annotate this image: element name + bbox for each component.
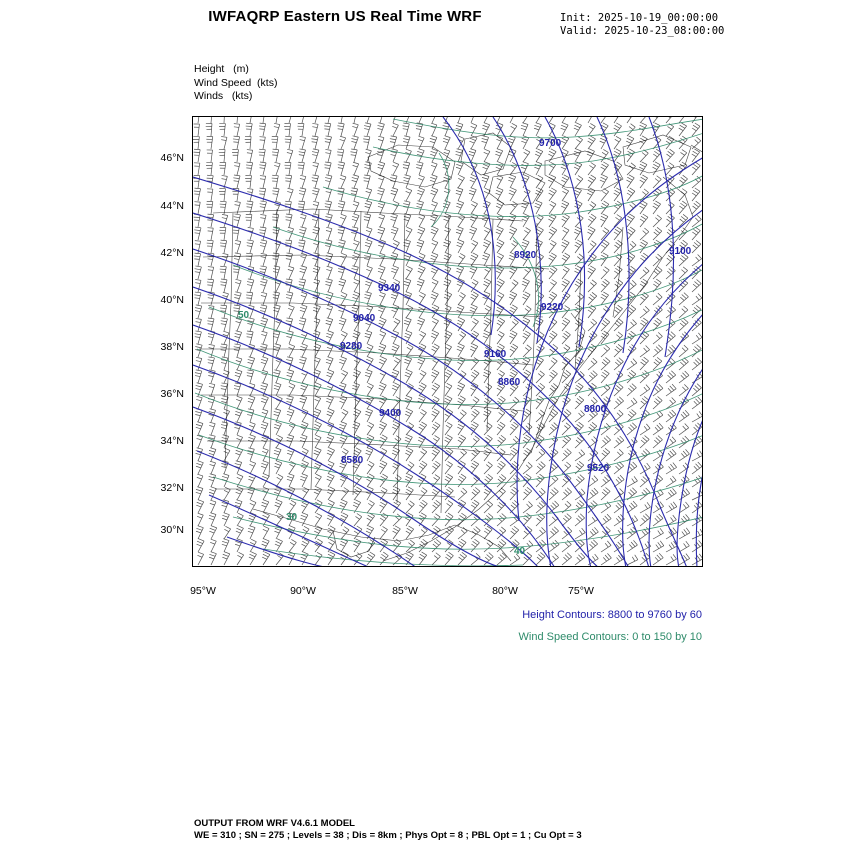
wind-label-40: 40: [514, 546, 526, 557]
variable-winds: Winds (kts): [194, 90, 253, 102]
height-label-9340: 9340: [378, 283, 401, 294]
height-label-9520: 9520: [587, 463, 610, 474]
lon-label-75W: 75°W: [568, 585, 594, 597]
model-output-info: [194, 818, 582, 842]
wind-label-30: 30: [286, 512, 298, 523]
init-time: Init: 2025-10-19_00:00:00: [560, 12, 719, 24]
height-contours-caption: Height Contours: 8800 to 9760 by 60: [522, 609, 702, 621]
lon-label-95W: 95°W: [190, 585, 216, 597]
height-label-9700: 9700: [539, 138, 562, 149]
variable-height: Height (m): [194, 63, 249, 75]
lat-label-42N: 42°N: [160, 247, 184, 259]
height-label-9220: 9220: [541, 302, 564, 313]
lon-label-80W: 80°W: [492, 585, 518, 597]
height-label-8860: 8860: [498, 377, 521, 388]
page-title: IWFAQRP Eastern US Real Time WRF: [208, 8, 482, 25]
lat-label-46N: 46°N: [160, 152, 184, 164]
wind-speed-contours: [195, 119, 703, 566]
lon-label-85W: 85°W: [392, 585, 418, 597]
map-canvas[interactable]: [192, 116, 703, 567]
lat-label-34N: 34°N: [160, 435, 184, 447]
height-label-9100: 9100: [669, 246, 692, 257]
map-graphics: [193, 117, 703, 567]
lat-label-36N: 36°N: [160, 388, 184, 400]
lat-label-30N: 30°N: [160, 524, 184, 536]
height-label-8920: 8920: [514, 250, 537, 261]
height-label-8800: 8800: [584, 404, 607, 415]
lat-label-40N: 40°N: [160, 294, 184, 306]
wind-barb-field: [193, 117, 703, 565]
lat-label-44N: 44°N: [160, 200, 184, 212]
height-label-9400: 9400: [379, 408, 402, 419]
wind-contours-caption: Wind Speed Contours: 0 to 150 by 10: [518, 631, 702, 643]
height-label-9160: 9160: [484, 349, 507, 360]
model-output-line1: OUTPUT FROM WRF V4.6.1 MODEL: [194, 818, 355, 829]
height-label-9040: 9040: [353, 313, 376, 324]
lat-label-32N: 32°N: [160, 482, 184, 494]
lat-label-38N: 38°N: [160, 341, 184, 353]
height-label-8580: 8580: [341, 455, 364, 466]
valid-time: Valid: 2025-10-23_08:00:00: [560, 25, 725, 37]
init-valid-block: [560, 12, 724, 38]
height-label-9280: 9280: [340, 341, 363, 352]
wind-label-50: 50: [238, 310, 250, 321]
model-output-line2: WE = 310 ; SN = 275 ; Levels = 38 ; Dis = 8km ; Phys Opt = 8 ; PBL Opt = 1 ; Cu Opt = 3: [194, 830, 582, 841]
variable-wind-speed: Wind Speed (kts): [194, 76, 278, 89]
variable-legend: [194, 63, 277, 104]
lon-label-90W: 90°W: [290, 585, 316, 597]
